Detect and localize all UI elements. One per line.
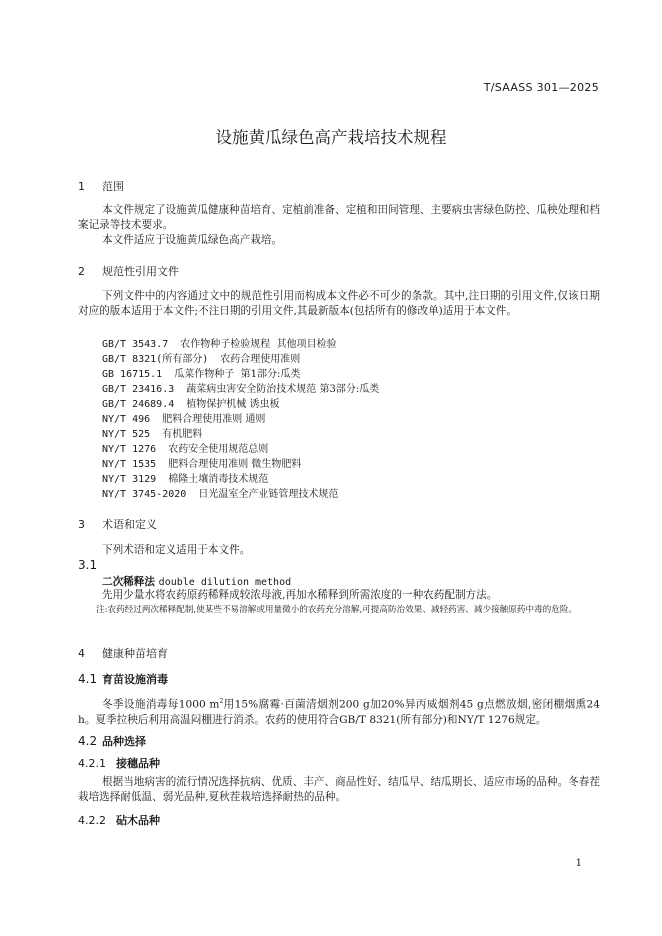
section-title: 术语和定义 — [102, 518, 157, 531]
terms-intro: 下列术语和定义适用于本文件。 — [102, 544, 251, 556]
disinfection-paragraph: 冬季设施消毒每1000 $m^2$用15%腐霉·百菌清烟剂200 g加20%异丙威烟剂45 g点燃放烟,密闭棚烟熏24 h。夏季拉秧后利用高温闷棚进行消杀。农药的使用符合GB/T 8321(所有部分)和NY/T 1276规定。 — [78, 698, 600, 726]
section-number: 4 — [78, 647, 85, 660]
section-number: 2 — [78, 265, 85, 278]
subsection-4-2-1-heading — [78, 755, 160, 771]
subsection-title: 砧木品种 — [116, 814, 160, 827]
term-english: double dilution method — [158, 577, 292, 588]
page-number: 1 — [575, 858, 582, 869]
subsection-title: 品种选择 — [102, 735, 146, 748]
reference-item: NY/T 3745-2020 日光温室全产业链管理技术规范 — [102, 489, 339, 500]
section-title: 范围 — [102, 180, 124, 193]
section-title: 规范性引用文件 — [102, 265, 179, 278]
reference-item: NY/T 1276 农药安全使用规范总则 — [102, 444, 269, 455]
reference-item: GB/T 3543.7 农作物种子检验规程 其他项目检验 — [102, 339, 337, 350]
subsection-number: 4.1 — [78, 672, 98, 686]
subsection-4-2-2-heading — [78, 812, 160, 828]
subsection-number: 4.2.2 — [78, 814, 106, 827]
section-1-heading — [78, 178, 124, 194]
section-3-heading — [78, 516, 157, 532]
subsection-4-2-heading — [78, 733, 146, 749]
section-number: 3 — [78, 518, 85, 531]
reference-item: GB/T 8321(所有部分) 农药合理使用准则 — [102, 354, 301, 365]
scope-paragraph-1: 本文件规定了设施黄瓜健康种苗培育、定植前准备、定植和田间管理、主要病虫害绿色防控、瓜秧处理和档案记录等技术要求。 — [78, 204, 600, 231]
reference-item: GB/T 24689.4 植物保护机械 诱虫板 — [102, 399, 280, 410]
term-heading — [102, 574, 291, 589]
term-chinese: 二次稀释法 — [102, 576, 155, 588]
scope-paragraph-2: 本文件适应于设施黄瓜绿色高产栽培。 — [102, 234, 283, 246]
references-intro: 下列文件中的内容通过文中的规范性引用而构成本文件必不可少的条款。其中,注日期的引用文件,仅该日期对应的版本适用于本文件;不注日期的引用文件,其最新版本(包括所有的修改单)适用于本文件。 — [78, 290, 600, 317]
section-4-heading — [78, 645, 168, 661]
term-number: 3.1 — [78, 558, 98, 572]
reference-item: GB 16715.1 瓜菜作物种子 第1部分:瓜类 — [102, 369, 301, 380]
section-title: 健康种苗培育 — [102, 647, 168, 660]
reference-item: NY/T 525 有机肥料 — [102, 429, 203, 440]
reference-item: NY/T 3129 棉隆土壤消毒技术规范 — [102, 474, 269, 485]
subsection-title: 育苗设施消毒 — [102, 673, 168, 686]
term-note: 注:农药经过两次稀释配制,使某些不易溶解或用量微小的农药充分溶解,可提高防治效果、减轻药害、减少接触原药中毒的危险。 — [96, 605, 578, 615]
section-number: 1 — [78, 180, 85, 193]
subsection-number: 4.2 — [78, 734, 98, 748]
reference-item: NY/T 1535 肥料合理使用准则 微生物肥料 — [102, 459, 302, 470]
subsection-number: 4.2.1 — [78, 757, 106, 770]
page-title: 设施黄瓜绿色高产栽培技术规程 — [215, 128, 447, 147]
section-2-heading — [78, 263, 179, 279]
subsection-title: 接穗品种 — [116, 757, 160, 770]
document-code: T/SAASS 301—2025 — [483, 81, 599, 94]
subsection-4-1-heading — [78, 671, 168, 687]
reference-item: GB/T 23416.3 蔬菜病虫害安全防治技术规范 第3部分:瓜类 — [102, 384, 380, 395]
scion-variety-paragraph: 根据当地病害的流行情况选择抗病、优质、丰产、商品性好、结瓜早、结瓜期长、适应市场的品种。冬春茬栽培选择耐低温、弱光品种,夏秋茬栽培选择耐热的品种。 — [78, 776, 600, 803]
term-definition: 先用少量水将农药原药稀释成较浓母液,再加水稀释到所需浓度的一种农药配制方法。 — [102, 589, 498, 601]
reference-item: NY/T 496 肥料合理使用准则 通则 — [102, 414, 266, 425]
